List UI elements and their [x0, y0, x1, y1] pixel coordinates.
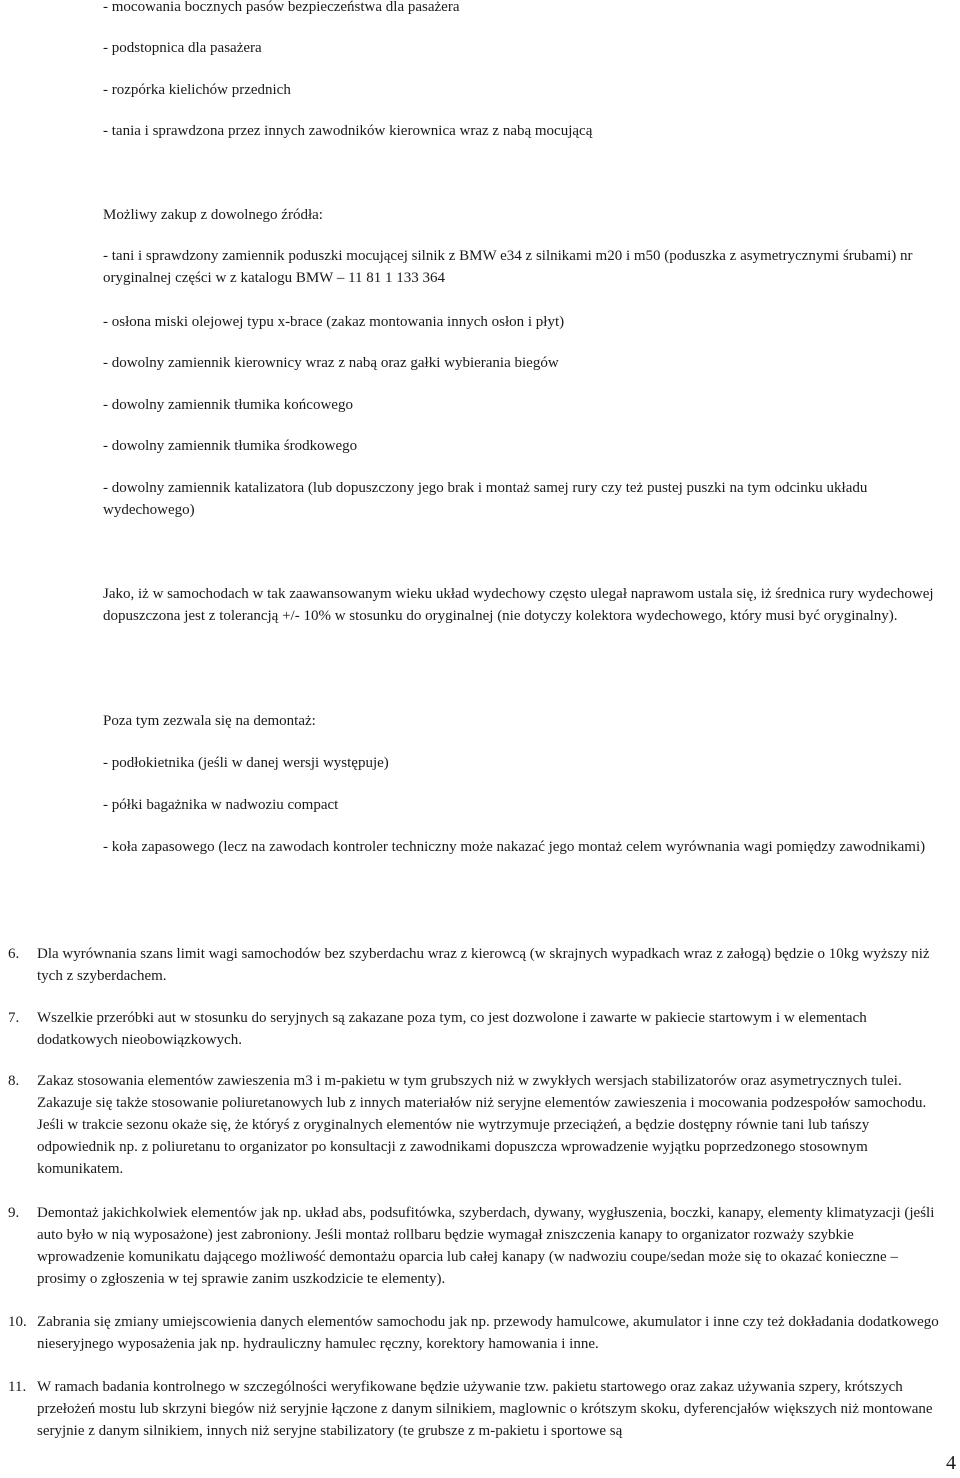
item-text: Zakaz stosowania elementów zawieszenia m3 i m-pakietu w tym grubszych niż w zwykłych wersjach stabilizatorów oraz asymetrycznych tulei. Zakazuje się także stosowanie poliuretanowych lub z innych materiałów niż seryjne elementów zawieszenia i mocowania podzespołów samochodu. Jeśli w trakcie sezonu okaże się, że któryś z oryginalnych elementów nie wytrzymuje przeciążeń, a będzie dostępny równie tani lub tańszy odpowiednik np. z poliuretanu to organizator po konsultacji z zawodnikami dopuszcza wprowadzenie wyjątku poprzedzonego stosownym komunikatem.: [37, 1073, 927, 1177]
list-item: - koła zapasowego (lecz na zawodach kontroler techniczny może nakazać jego montaż celem wyrównania wagi pomiędzy zawodnikami): [103, 839, 926, 855]
list-item: - dowolny zamiennik kierownicy wraz z nabą oraz gałki wybierania biegów: [103, 355, 559, 371]
page-number: 4: [946, 1452, 956, 1474]
section-heading: Poza tym zezwala się na demontaż:: [103, 713, 316, 729]
list-item: - podłokietnika (jeśli w danej wersji występuje): [103, 755, 389, 771]
item-text: Dla wyrównania szans limit wagi samochodów bez szyberdachu wraz z kierowcą (w skrajnych wypadkach wraz z załogą) będzie o 10kg wyższy niż tych z szyberdachem.: [37, 946, 930, 984]
exhaust-paragraph: Jako, iż w samochodach w tak zaawansowanym wieku układ wydechowy często ulegał naprawom ustala się, iż średnica rury wydechowej dopuszczona jest z tolerancją +/- 10% w stosunku do oryginalnej (nie dotyczy kolektora wydechowego, który musi być oryginalny).: [103, 586, 934, 624]
list-item: - podstopnica dla pasażera: [103, 40, 262, 56]
list-item: - dowolny zamiennik tłumika środkowego: [103, 438, 358, 454]
list-item: - osłona miski olejowej typu x-brace (zakaz montowania innych osłon i płyt): [103, 314, 565, 330]
item-text: Zabrania się zmiany umiejscowienia danych elementów samochodu jak np. przewody hamulcowe, akumulator i inne czy też dokładania dodatkowego nieseryjnego wyposażenia jak np. hydrauliczny hamulec ręczny, korektory hamowania i inne.: [37, 1314, 939, 1352]
list-item: - tani i sprawdzony zamiennik poduszki mocującej silnik z BMW e34 z silnikami m20 i m50 (poduszka z asymetrycznymi śrubami) nr oryginalnej części w z katalogu BMW – 11 81 1 133 364: [103, 248, 913, 286]
section-heading: Możliwy zakup z dowolnego źródła:: [103, 207, 323, 223]
item-text: Wszelkie przeróbki aut w stosunku do seryjnych są zakazane poza tym, co jest dozwolone i zawarte w pakiecie startowym i w elementach dodatkowych nieobowiązkowych.: [37, 1010, 867, 1048]
item-number: 9.: [8, 1205, 20, 1221]
item-number: 6.: [8, 946, 20, 962]
list-item: - dowolny zamiennik tłumika końcowego: [103, 397, 353, 413]
item-text: Demontaż jakichkolwiek elementów jak np. układ abs, podsufitówka, szyberdach, dywany, wygłuszenia, boczki, kanapy, elementy klimatyzacji (jeśli auto było w nią wyposażone) jest zabroniony. Jeśli montaż rollbaru będzie wymagał zniszczenia kanapy to organizator rozważy szybkie wprowadzenie komunikatu dającego możliwość demontażu oparcia lub całej kanapy (w nadwoziu coupe/sedan może się to okazać konieczne – prosimy o zgłoszenia w tej sprawie zanim uszkodzicie te elementy).: [37, 1205, 935, 1287]
item-number: 11.: [8, 1379, 27, 1395]
list-item: - mocowania bocznych pasów bezpieczeństwa dla pasażera: [103, 0, 460, 15]
item-number: 8.: [8, 1073, 20, 1089]
item-number: 10.: [8, 1314, 27, 1330]
list-item: - dowolny zamiennik katalizatora (lub dopuszczony jego brak i montaż samej rury czy też pustej puszki na tym odcinku układu wydechowego): [103, 480, 868, 518]
list-item: - półki bagażnika w nadwoziu compact: [103, 797, 339, 813]
item-number: 7.: [8, 1010, 20, 1026]
list-item: - tania i sprawdzona przez innych zawodników kierownica wraz z nabą mocującą: [103, 123, 593, 139]
item-text: W ramach badania kontrolnego w szczególności weryfikowane będzie używanie tzw. pakietu startowego oraz zakaz używania szpery, krótszych przełożeń mostu lub skrzyni biegów niż seryjnie łączone z danym silnikiem, maglownic o krótszym skoku, dyferencjałów większych niż montowane seryjnie z danym silnikiem, innych niż seryjne stabilizatory (te grubsze z m-pakietu i sportowe są: [37, 1379, 933, 1439]
list-item: - rozpórka kielichów przednich: [103, 82, 291, 98]
